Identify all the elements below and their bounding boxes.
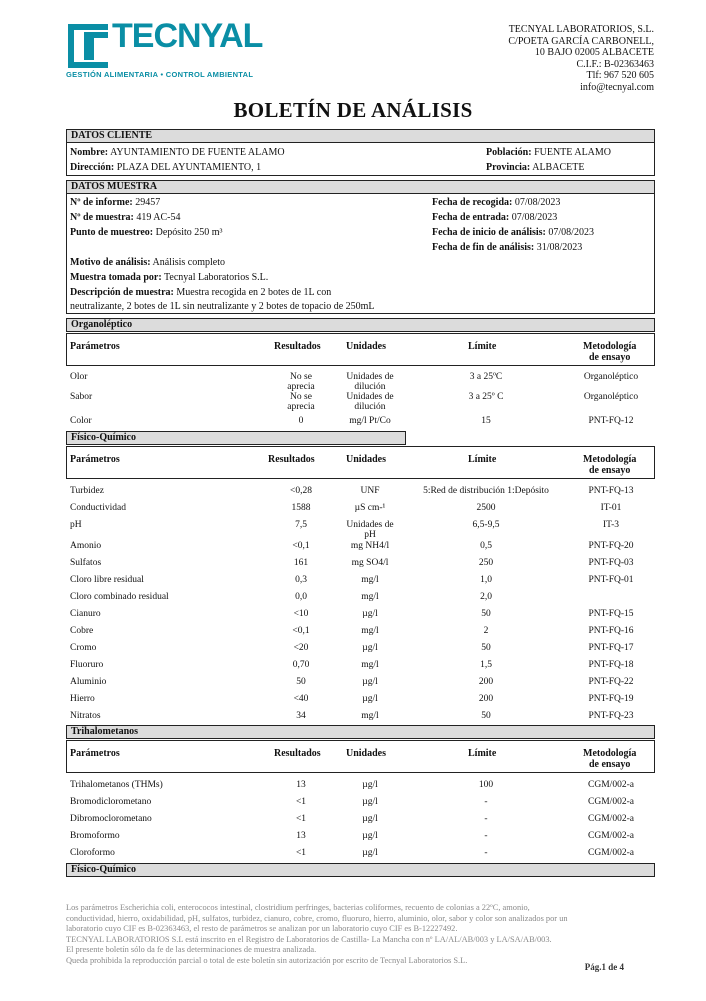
logo-tagline: GESTIÓN ALIMENTARIA • CONTROL AMBIENTAL <box>66 70 254 79</box>
table-cell: Color <box>70 416 92 426</box>
table-cell: pH <box>364 530 376 540</box>
col-resultados: Resultados <box>268 454 315 465</box>
table-cell: <1 <box>295 814 307 824</box>
table-cell: 0,0 <box>295 592 307 602</box>
table-cell: Sulfatos <box>70 558 102 568</box>
table-cell: PNT-FQ-12 <box>588 416 634 426</box>
col-limite: Límite <box>468 748 497 759</box>
muestra-recogida: Fecha de recogida: 07/08/2023 <box>432 197 561 208</box>
table-cell: µg/l <box>362 814 378 824</box>
table-cell: 0,70 <box>292 660 310 670</box>
muestra-descripcion-cont: neutralizante, 2 botes de 1L sin neutralizante y 2 botes de topacio de 250mL <box>70 301 375 312</box>
table-cell: PNT-FQ-22 <box>588 677 634 687</box>
page-number: Pág.1 de 4 <box>584 962 624 972</box>
table-cell: aprecia <box>287 402 315 412</box>
table-cell: <0,1 <box>292 626 310 636</box>
table-cell: 50 <box>296 677 306 687</box>
table-cell: PNT-FQ-18 <box>588 660 634 670</box>
table-cell: Cobre <box>70 626 94 636</box>
table-cell: µS cm-¹ <box>354 503 386 513</box>
table-cell: µg/l <box>362 780 378 790</box>
cliente-heading: DATOS CLIENTE <box>66 129 655 143</box>
table-cell: Dibromoclorometano <box>70 814 152 824</box>
table-cell: Cloroformo <box>70 848 115 858</box>
table-cell: Bromodiclorometano <box>70 797 152 807</box>
col-resultados: Resultados <box>274 748 321 759</box>
table-cell: Sabor <box>70 392 93 402</box>
table-cell: PNT-FQ-15 <box>588 609 634 619</box>
table-cell: <10 <box>293 609 309 619</box>
table-cell: µg/l <box>362 848 378 858</box>
table-cell: 15 <box>481 416 491 426</box>
table-cell: 13 <box>296 831 306 841</box>
col-limite: Límite <box>468 454 497 465</box>
table-cell: 50 <box>481 643 491 653</box>
table-cell: CGM/002-a <box>588 780 634 790</box>
table-cell: IT-01 <box>600 503 622 513</box>
table-cell: Turbidez <box>70 486 104 496</box>
trihalometanos-heading: Trihalometanos <box>66 725 655 739</box>
table-cell: <0,1 <box>292 541 310 551</box>
muestra-informe: Nº de informe: 29457 <box>70 197 161 208</box>
organoleptico-heading: Organoléptico <box>66 318 655 332</box>
table-cell: Trihalometanos (THMs) <box>70 780 163 790</box>
table-cell: mg/l Pt/Co <box>349 416 391 426</box>
table-cell: µg/l <box>362 797 378 807</box>
table-cell: mg/l <box>361 660 379 670</box>
cliente-direccion: Dirección: PLAZA DEL AYUNTAMIENTO, 1 <box>70 162 262 173</box>
table-cell: mg/l <box>361 711 379 721</box>
table-cell: Bromoformo <box>70 831 120 841</box>
logo-text: TECNYAL <box>112 17 263 55</box>
table-cell: 5:Red de distribución 1:Depósito <box>423 486 549 496</box>
col-parametros: Parámetros <box>70 454 120 465</box>
table-cell: - <box>484 814 488 824</box>
table-cell: 2 <box>483 626 489 636</box>
table-cell: 100 <box>478 780 494 790</box>
col-unidades: Unidades <box>346 748 387 759</box>
table-cell: - <box>484 797 488 807</box>
table-cell: µg/l <box>362 609 378 619</box>
table-cell: UNF <box>360 486 380 496</box>
table-cell: 0,5 <box>480 541 492 551</box>
table-cell: mg/l <box>361 575 379 585</box>
muestra-numero: Nº de muestra: 419 AC-54 <box>70 212 181 223</box>
table-cell: 34 <box>296 711 306 721</box>
table-cell: 13 <box>296 780 306 790</box>
table-cell: mg NH4/l <box>350 541 390 551</box>
table-cell: PNT-FQ-01 <box>588 575 634 585</box>
cliente-nombre: Nombre: AYUNTAMIENTO DE FUENTE ALAMO <box>70 147 285 158</box>
table-cell: 161 <box>293 558 309 568</box>
table-cell: dilución <box>354 402 386 412</box>
table-cell: 3 a 25ºC <box>469 372 503 382</box>
table-cell: <20 <box>293 643 309 653</box>
table-cell: PNT-FQ-16 <box>588 626 634 636</box>
table-cell: Olor <box>70 372 88 382</box>
table-cell: Cianuro <box>70 609 101 619</box>
table-cell: 200 <box>478 694 494 704</box>
col-metodologia: Metodología de ensayo <box>583 341 637 363</box>
table-cell: 50 <box>481 711 491 721</box>
fisico-heading: Físico-Químico <box>66 431 406 445</box>
table-cell: 250 <box>478 558 494 568</box>
table-cell: Aluminio <box>70 677 107 687</box>
table-cell: 1,5 <box>480 660 492 670</box>
col-metodologia: Metodología de ensayo <box>583 748 637 770</box>
table-cell: Unidades de <box>346 520 394 530</box>
table-cell: PNT-FQ-23 <box>588 711 634 721</box>
table-cell: dilución <box>354 382 386 392</box>
table-cell: 0,3 <box>295 575 307 585</box>
table-cell: Fluoruro <box>70 660 104 670</box>
table-cell: PNT-FQ-13 <box>588 486 634 496</box>
table-cell: CGM/002-a <box>588 797 634 807</box>
muestra-entrada: Fecha de entrada: 07/08/2023 <box>432 212 558 223</box>
table-cell: CGM/002-a <box>588 831 634 841</box>
table-cell: mg/l <box>361 626 379 636</box>
table-cell: 2500 <box>476 503 496 513</box>
col-unidades: Unidades <box>346 341 387 352</box>
table-cell: CGM/002-a <box>588 848 634 858</box>
table-cell: µg/l <box>362 643 378 653</box>
table-cell: 200 <box>478 677 494 687</box>
table-cell: <40 <box>293 694 309 704</box>
table-cell: µg/l <box>362 831 378 841</box>
table-cell: PNT-FQ-20 <box>588 541 634 551</box>
table-cell: Hierro <box>70 694 95 704</box>
table-cell: mg SO4/l <box>351 558 389 568</box>
table-cell: µg/l <box>362 677 378 687</box>
table-cell: PNT-FQ-17 <box>588 643 634 653</box>
col-resultados: Resultados <box>274 341 321 352</box>
table-cell: Cromo <box>70 643 97 653</box>
table-cell: CGM/002-a <box>588 814 634 824</box>
table-cell: 3 a 25º C <box>468 392 504 402</box>
table-cell: Conductividad <box>70 503 126 513</box>
document-title: BOLETÍN DE ANÁLISIS <box>233 98 473 122</box>
muestra-inicio: Fecha de inicio de análisis: 07/08/2023 <box>432 227 594 238</box>
table-cell: PNT-FQ-03 <box>588 558 634 568</box>
company-address: TECNYAL LABORATORIOS, S.L. C/POETA GARCÍA CARBONELL, 10 BAJO 02005 ALBACETE C.I.F.: B-02363463 Tlf: 967 520 605 info@tecnyal.com <box>508 24 654 93</box>
table-cell: No se <box>290 372 312 382</box>
table-cell: 6,5-9,5 <box>472 520 500 530</box>
table-cell: µg/l <box>362 694 378 704</box>
table-cell: <1 <box>295 797 307 807</box>
table-cell: Nitratos <box>70 711 101 721</box>
muestra-punto: Punto de muestreo: Depósito 250 m³ <box>70 227 223 238</box>
cliente-poblacion: Población: FUENTE ALAMO <box>486 147 612 158</box>
col-parametros: Parámetros <box>70 341 120 352</box>
table-cell: No se <box>290 392 312 402</box>
table-cell: 1588 <box>291 503 311 513</box>
table-cell: mg/l <box>361 592 379 602</box>
muestra-descripcion: Descripción de muestra: Muestra recogida en 2 botes de 1L con <box>70 287 332 298</box>
muestra-fin: Fecha de fin de análisis: 31/08/2023 <box>432 242 583 253</box>
cliente-provincia: Provincia: ALBACETE <box>486 162 585 173</box>
table-cell: pH <box>70 520 82 530</box>
table-cell: <0,28 <box>290 486 312 496</box>
fisico2-heading: Físico-Químico <box>66 863 655 877</box>
table-cell: 50 <box>481 609 491 619</box>
table-cell: 1,0 <box>480 575 492 585</box>
table-cell: aprecia <box>287 382 315 392</box>
table-cell: <1 <box>295 848 307 858</box>
col-parametros: Parámetros <box>70 748 120 759</box>
col-unidades: Unidades <box>346 454 387 465</box>
col-metodologia: Metodología de ensayo <box>583 454 637 476</box>
table-cell: Cloro combinado residual <box>70 592 169 602</box>
table-cell: 7,5 <box>295 520 307 530</box>
table-cell: IT-3 <box>602 520 619 530</box>
table-cell: PNT-FQ-19 <box>588 694 634 704</box>
table-cell: Amonio <box>70 541 102 551</box>
muestra-heading: DATOS MUESTRA <box>66 180 655 194</box>
table-cell: 2,0 <box>480 592 492 602</box>
table-cell: - <box>484 831 488 841</box>
table-cell: Organoléptico <box>583 372 639 382</box>
muestra-tomada: Muestra tomada por: Tecnyal Laboratorios S.L. <box>70 272 269 283</box>
footer-notes: Los parámetros Escherichia coli, enterococos intestinal, clostridium perfringes, bacterias coliformes, recuento de colonias a 22ºC, amonio, conductividad, hierro, oxidabilidad, pH, sulfatos, turbidez, cianuro, cobre, cromo, fluoruro, hierro, aluminio, olor, sabor y color son analizados por un laboratorio cuyo CIF es B-02363463, el resto de parámetros se analizan por un laboratorio cuyo CIF es B-12227492. TECNYAL LABORATORIOS S.L está inscrito en el Registro de Laboratorios de Castilla- La Mancha con nº LA/AL/AB/003 y LA/SA/AB/003. El presente boletín sólo da fe de las determinaciones de muestra analizada. Queda prohibida la reproducción parcial o total de este boletín sin autorización por escrito de Tecnyal Laboratorios S.L. <box>66 903 568 965</box>
col-limite: Límite <box>468 341 497 352</box>
table-cell: Unidades de <box>346 372 394 382</box>
table-cell: 0 <box>298 416 304 426</box>
table-cell: Organoléptico <box>583 392 639 402</box>
muestra-motivo: Motivo de análisis: Análisis completo <box>70 257 226 268</box>
table-cell: - <box>484 848 488 858</box>
table-cell: Unidades de <box>346 392 394 402</box>
table-cell: Cloro libre residual <box>70 575 144 585</box>
